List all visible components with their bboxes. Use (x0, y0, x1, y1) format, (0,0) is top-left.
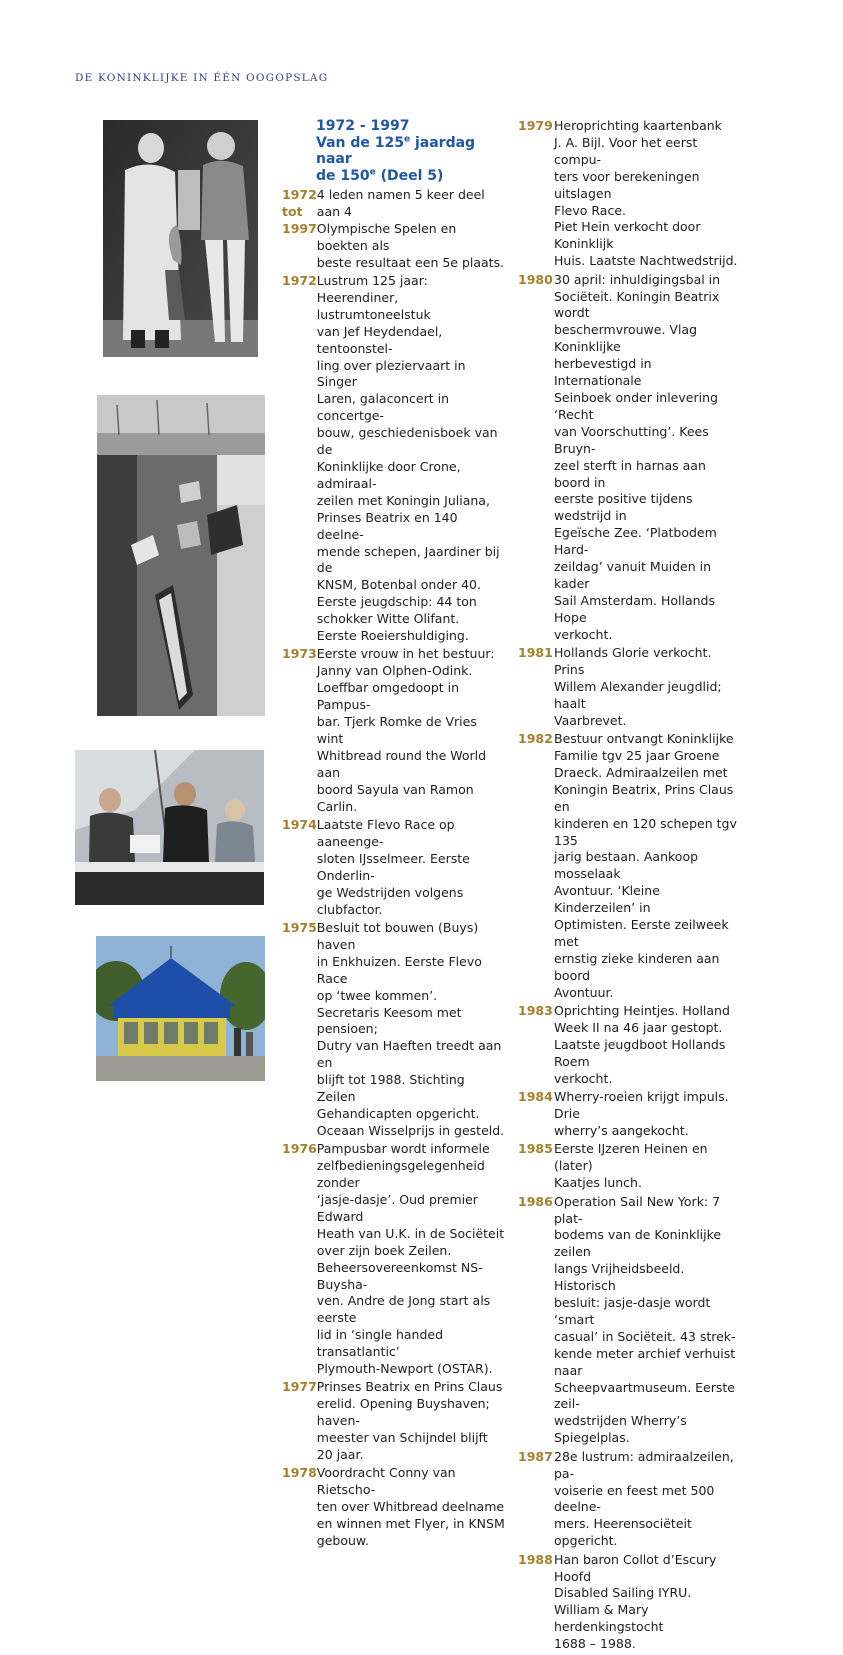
entry-text: Oprichting Heintjes. Holland Week II na 46 jaar gestopt. Laatste jeugdboot Hollands Roem verkocht. (554, 1003, 730, 1086)
timeline-entry (282, 1465, 507, 1550)
timeline-entry (518, 118, 740, 270)
timeline-column-right (518, 118, 740, 1655)
entry-year: 1976 (282, 1141, 317, 1157)
entry-year: 1986 (518, 1193, 553, 1209)
entry-text: Heroprichting kaartenbank J. A. Bijl. Voor het eerst compu- ters voor berekeningen uitslagen Flevo Race. Piet Hein verkocht door Koninklijk Huis. Laatste Nachtwedstrijd. (554, 118, 738, 269)
entry-text: Eerste IJzeren Heinen en (later) Kaatjes lunch. (554, 1141, 708, 1191)
entry-year: 1974 (282, 817, 317, 833)
entry-text: Eerste vrouw in het bestuur: Janny van Olphen-Odink. Loeffbar omgedoopt in Pampus- bar. Tjerk Romke de Vries wint Whitbread round the World aan boord Sayula van Ramon Carlin. (316, 646, 495, 814)
entry-text: Pampusbar wordt informele zelfbedieningsgelegenheid zonder ‘jasje-dasje’. Oud premier Edward Heath van U.K. in de Sociëteit over zijn boek Zeilen. Beheersovereenkomst NS-Buysha- ven. Andre de Jong start als eerste lid in ‘single handed transatlantic’ Plymouth-Newport (OSTAR). (316, 1141, 505, 1377)
running-head: DE KONINKLIJKE IN ÉÉN OOGOPSLAG (75, 72, 329, 84)
photo-sailing-crew (75, 750, 264, 905)
timeline-entry (282, 920, 507, 1140)
entry-year: 1975 (282, 919, 317, 935)
timeline-column-middle (282, 118, 507, 1552)
entry-text: Han baron Collot d’Escury Hoofd Disabled Sailing IYRU. William & Mary herdenkingstocht 1688 – 1988. (554, 1551, 717, 1652)
timeline-entry (518, 1552, 740, 1653)
entry-year: 1980 (518, 271, 553, 287)
entry-text: Wherry-roeien krijgt impuls. Drie wherry’s aangekocht. (554, 1089, 729, 1138)
entry-year: 1984 (518, 1089, 553, 1105)
entry-text: Voordracht Conny van Rietscho- ten over Whitbread deelname en winnen met Flyer, in KNSM gebouw. (316, 1465, 505, 1549)
entry-year: 1987 (518, 1448, 553, 1464)
timeline-entry (282, 646, 507, 815)
entry-text: Operation Sail New York: 7 plat- bodems van de Koninklijke zeilen langs Vrijheidsbeeld. Historisch besluit: jasje-dasje wordt ‘smart casual’ in Sociëteit. 43 strek- kende meter archief verhuist naar Scheepvaartmuseum. Eerste zeil- wedstrijden Wherry’s Spiegelplas. (554, 1193, 736, 1446)
entry-text: Laatste Flevo Race op aaneenge- sloten IJsselmeer. Eerste Onderlin- ge Wedstrijden volgens clubfactor. (316, 817, 470, 917)
section-title: 1972 - 1997 Van de 125e jaardag naar de 150e (Deel 5) (316, 118, 476, 184)
entry-text: 30 april: inhuldigingsbal in Sociëteit. Koningin Beatrix wordt beschermvrouwe. Vlag Koninklijke herbevestigd in Internationale Seinboek onder inlevering ‘Recht van Voorschutting’. Kees Bruyn- zeel sterft in harnas aan boord in eerste positive tijdens wedstrijd in Egeïsche Zee. ‘Platbodem Hard- zeildag’ vanuit Muiden in kader Sail Amsterdam. Hollands Hope verkocht. (554, 271, 721, 642)
timeline-entry (282, 273, 507, 645)
timeline-entry (518, 731, 740, 1002)
timeline-entry (282, 817, 507, 918)
timeline-entry (282, 1379, 507, 1464)
timeline-entry (518, 1089, 740, 1140)
timeline-entry (518, 1141, 740, 1192)
timeline-entry (282, 187, 507, 272)
timeline-entry (518, 1449, 740, 1550)
entry-text: Bestuur ontvangt Koninklijke Familie tgv 25 jaar Groene Draeck. Admiraalzeilen met Koningin Beatrix, Prins Claus en kinderen en 120 schepen tgv 135 jarig bestaan. Aankoop mosselaak Avontuur. ‘Kleine Kinderzeilen’ in Optimisten. Eerste zeilweek met ernstig zieke kinderen aan boord Avontuur. (554, 731, 737, 1000)
entry-year: 1972 (282, 273, 317, 289)
timeline-entry (518, 645, 740, 730)
entry-text: Lustrum 125 jaar: Heerendiner, lustrumtoneelstuk van Jef Heydendael, tentoonstel- ling over pleziervaart in Singer Laren, galaconcert in concertge- bouw, geschiedenisboek van de Koninklijke door Crone, admiraal- zeilen met Koningin Juliana, Prinses Beatrix en 140 deelne- mende schepen, Jaardiner bij de KNSM, Botenbal onder 40. Eerste jeugdschip: 44 ton schokker Witte Olifant. Eerste Roeiershuldiging. (316, 273, 500, 644)
timeline-entry (518, 1194, 740, 1448)
entry-year: 1982 (518, 731, 553, 747)
entry-text: 28e lustrum: admiraalzeilen, pa- voiserie en feest met 500 deelne- mers. Heerensociëteit opgericht. (554, 1448, 734, 1549)
photo-pavilion (96, 936, 265, 1081)
entry-text: Prinses Beatrix en Prins Claus erelid. Opening Buyshaven; haven- meester van Schijndel blijft 20 jaar. (316, 1379, 503, 1463)
entry-year: 1973 (282, 646, 317, 662)
timeline-entry (518, 1003, 740, 1088)
photo-rowing-lock (97, 395, 265, 716)
timeline-entry (518, 272, 740, 644)
entry-year: 1978 (282, 1465, 317, 1481)
entry-year: 1983 (518, 1003, 553, 1019)
entry-year: 1981 (518, 645, 553, 661)
entry-text: 4 leden namen 5 keer deel aan 4 Olympische Spelen en boekten als beste resultaat een 5e plaats. (316, 187, 505, 270)
entry-text: Hollands Glorie verkocht. Prins Willem Alexander jeugdlid; haalt Vaarbrevet. (554, 645, 722, 728)
entry-year: 1988 (518, 1551, 553, 1567)
entry-year: 1977 (282, 1379, 317, 1395)
photo-stage-couple (103, 120, 258, 357)
entry-year: 1972 tot 1997 (282, 187, 317, 236)
entry-year: 1979 (518, 118, 553, 133)
timeline-entry (282, 1141, 507, 1378)
entry-year: 1985 (518, 1141, 553, 1157)
entry-text: Besluit tot bouwen (Buys) haven in Enkhuizen. Eerste Flevo Race op ‘twee kommen’. Secretaris Keesom met pensioen; Dutry van Haeften treedt aan en blijft tot 1988. Stichting Zeilen Gehandicapten opgericht. Oceaan Wisselprijs in gesteld. (316, 919, 505, 1138)
